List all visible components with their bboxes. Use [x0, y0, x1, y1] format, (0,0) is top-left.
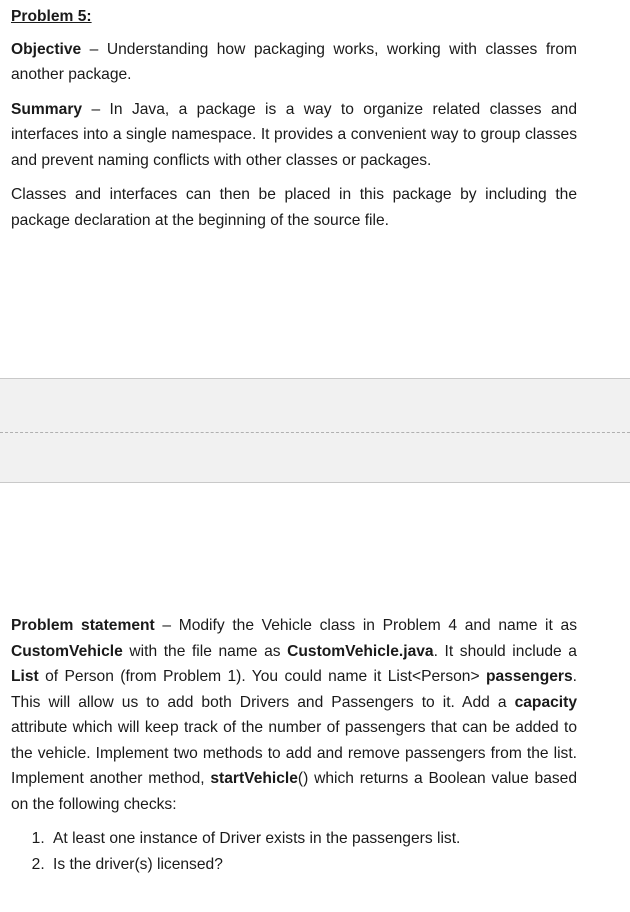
summary-separator: – [82, 100, 110, 118]
ps-bold-list: List [11, 668, 39, 685]
ps-bold-passengers: passengers [485, 668, 573, 685]
ps-bold-filename: CustomVehicle.java [287, 642, 434, 660]
check-item: 2. Is the driver(s) licensed? [49, 852, 577, 878]
document-bottom-section [11, 613, 577, 877]
ps-text-1: – Modify the Vehicle class in Problem 4 and name it as [154, 617, 577, 634]
problem-statement-paragraph [11, 613, 577, 817]
problem-statement-label: Problem statement [11, 617, 155, 634]
objective-label: Objective [11, 40, 82, 58]
objective-separator: – [81, 40, 107, 58]
ps-text-4: of Person (from Problem 1). You could name it List<Person> [38, 668, 486, 685]
summary-text: In Java, a package is a way to organize related classes and interfaces into a single namespace. It provides a convenient way to group classes and prevent naming conflicts with other classes or packages. [11, 100, 577, 169]
document-top-section [11, 4, 577, 242]
classes-paragraph: Classes and interfaces can then be placed in this package by including the package declaration at the beginning of the source file. [11, 186, 577, 229]
ps-bold-startvehicle: startVehicle [210, 770, 298, 787]
checks-list [11, 826, 577, 877]
problem-title: Problem 5: [11, 8, 92, 25]
ps-bold-customvehicle: CustomVehicle [11, 642, 123, 660]
check-item: 1. At least one instance of Driver exists in the passengers list. [49, 826, 577, 852]
ps-text-3: . It should include a [433, 642, 577, 660]
ps-bold-capacity: capacity [514, 693, 577, 711]
objective-text: Understanding how packaging works, working with classes from another package. [11, 40, 578, 83]
page-break-line [0, 432, 630, 433]
ps-text-2: with the file name as [122, 642, 288, 660]
ps-text-5: . This will allow us to add both Drivers and Passengers to it. Add a [11, 668, 577, 711]
page-break [0, 378, 630, 483]
summary-label: Summary [11, 100, 83, 118]
summary-paragraph [11, 97, 577, 174]
ps-text-7: () which returns a Boolean value based on the following checks: [11, 770, 578, 813]
ps-text-6: attribute which will keep track of the number of passengers that can be added to the vehicle. Implement two methods to add and remove passengers from the list. Implement another method, [11, 719, 577, 787]
objective-paragraph [11, 37, 577, 88]
